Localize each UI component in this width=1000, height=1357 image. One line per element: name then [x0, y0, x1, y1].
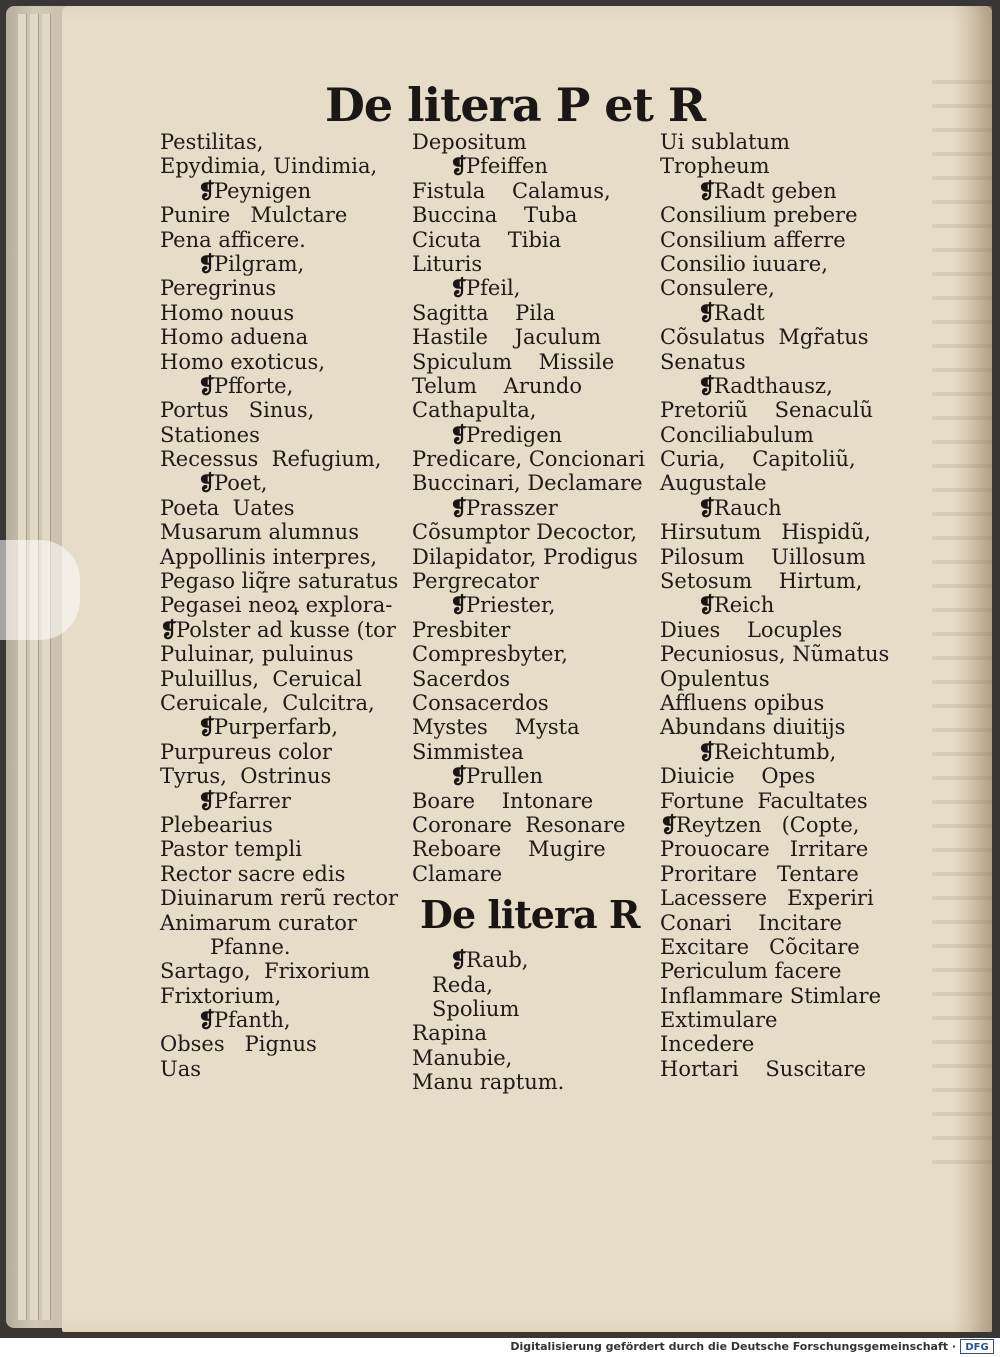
entry-line: [160, 374, 398, 398]
entry-text: Clamare: [412, 861, 503, 886]
entry-text: Conciliabulum: [660, 422, 814, 447]
entry-line: [660, 350, 889, 374]
pilcrow-icon: ❡: [450, 421, 468, 447]
entry-line: [160, 911, 398, 935]
entry-text: Pfarrer: [214, 788, 291, 813]
entry-text: Reichtumb,: [714, 739, 837, 764]
pilcrow-icon: ❡: [450, 947, 468, 973]
entry-line: [160, 301, 398, 325]
entry-line: [160, 325, 398, 349]
entry-line: [412, 350, 645, 374]
entry-text: Pestilitas,: [160, 130, 264, 154]
entry-line: [660, 886, 889, 910]
entry-line: [412, 618, 645, 642]
scanner-clip: [0, 540, 80, 640]
entry-line: [412, 130, 645, 154]
page-edge: [42, 14, 51, 1320]
entry-text: Consilio iuuare,: [660, 251, 828, 276]
entry-line: [660, 1008, 889, 1032]
entry-line: [660, 520, 889, 544]
entry-text: Simmistea: [412, 739, 524, 764]
bleed-through-text: [932, 66, 992, 1166]
entry-line: [412, 691, 645, 715]
entry-line: [412, 252, 645, 276]
entry-text: Prullen: [466, 764, 544, 789]
pilcrow-icon: ❡: [698, 372, 716, 398]
entry-line: [412, 569, 645, 593]
entry-line: [160, 154, 398, 178]
entry-text: Fortune Facultates: [660, 788, 868, 813]
entry-text: Rector sacre edis: [160, 861, 346, 886]
entry-line: [660, 471, 889, 495]
entry-line: [160, 350, 398, 374]
entry-text: Coronare Resonare: [412, 812, 626, 837]
entry-line: [660, 691, 889, 715]
entry-line: [412, 276, 645, 300]
entry-text: Buccinari, Declamare: [412, 471, 643, 496]
entry-line: [660, 398, 889, 422]
entry-line: [412, 1046, 645, 1070]
entry-text: Recessus Refugium,: [160, 447, 382, 472]
pilcrow-icon: ❡: [450, 153, 468, 179]
entry-text: Pilgram,: [214, 251, 305, 276]
entry-text: Pfanth,: [214, 1008, 291, 1033]
entry-line: [160, 130, 398, 154]
entry-text: Presbiter: [412, 617, 511, 642]
column-2: [412, 130, 645, 1094]
entry-line: [412, 715, 645, 739]
entry-text: Hirsutum Hispidũ,: [660, 520, 871, 545]
entry-text: Homo aduena: [160, 325, 309, 350]
entry-text: Setosum Hirtum,: [660, 569, 863, 594]
entry-line: [412, 997, 645, 1021]
entry-text: Buccina Tuba: [412, 203, 578, 228]
entry-text: Obses Pignus: [160, 1032, 317, 1057]
entry-line: [660, 984, 889, 1008]
entry-line: [660, 276, 889, 300]
entry-text: Portus Sinus,: [160, 398, 315, 423]
entry-line: [160, 813, 398, 837]
entry-text: Predicare, Concionari: [412, 447, 646, 472]
entry-line: [412, 837, 645, 861]
entry-line: [660, 1032, 889, 1056]
entry-text: Cathapulta,: [412, 398, 537, 423]
entry-text: Epydimia, Uindimia,: [160, 154, 378, 179]
entry-line: [160, 984, 398, 1008]
entry-line: [412, 1021, 645, 1045]
entry-text: Consilium afferre: [660, 227, 846, 252]
entry-text: Diuicie Opes: [660, 764, 816, 789]
entry-line: [660, 789, 889, 813]
entry-text: Punire Mulctare: [160, 203, 348, 228]
entry-line: [412, 789, 645, 813]
entry-line: [660, 154, 889, 178]
entry-text: Conari Incitare: [660, 910, 842, 935]
entry-text: Lituris: [412, 251, 483, 276]
entry-line: [160, 618, 398, 642]
footer-credit: Digitalisierung gefördert durch die Deutsche Forschungsgemeinschaft ·: [510, 1340, 956, 1353]
pilcrow-icon: ❡: [698, 738, 716, 764]
entry-text: Affluens opibus: [660, 690, 825, 715]
entry-text: Stationes: [160, 422, 260, 447]
entry-text: Incedere: [660, 1032, 755, 1057]
entry-line: [660, 618, 889, 642]
footer-bar: [0, 1338, 1000, 1357]
entry-text: Homo exoticus,: [160, 349, 325, 374]
entry-line: [660, 1057, 889, 1081]
entry-text: Consacerdos: [412, 690, 549, 715]
pilcrow-icon: ❡: [698, 177, 716, 203]
entry-text: Reboare Mugire: [412, 837, 606, 862]
entry-line: [412, 398, 645, 422]
entry-line: [412, 593, 645, 617]
column-1: [160, 130, 398, 1081]
entry-line: [412, 374, 645, 398]
entry-line: [160, 959, 398, 983]
entry-text: Poeta Uates: [160, 495, 295, 520]
entry-text: Puluinar, puluinus: [160, 642, 354, 667]
entry-text: Peregrinus: [160, 276, 277, 301]
entry-text: Cicuta Tibia: [412, 227, 562, 252]
entry-line: [160, 691, 398, 715]
entry-text: Senatus: [660, 349, 746, 374]
pilcrow-icon: ❡: [198, 787, 216, 813]
entry-text: Augustale: [660, 471, 767, 496]
entry-text: Pilosum Uillosum: [660, 544, 866, 569]
entry-text: Abundans diuitijs: [660, 715, 846, 740]
entry-text: Puluillus, Ceruical: [160, 666, 363, 691]
entry-text: Radthausz,: [714, 373, 833, 398]
entry-line: [660, 496, 889, 520]
entry-line: [412, 740, 645, 764]
entry-line: [660, 252, 889, 276]
pilcrow-icon: ❡: [198, 372, 216, 398]
entry-line: [660, 447, 889, 471]
entry-text: Fistula Calamus,: [412, 178, 611, 203]
entry-text: Periculum facere: [660, 959, 842, 984]
entry-line: [660, 423, 889, 447]
entry-line: [160, 886, 398, 910]
entry-text: Pergrecator: [412, 569, 539, 594]
entry-text: Cõsumptor Decoctor,: [412, 520, 638, 545]
pilcrow-icon: ❡: [198, 470, 216, 496]
entry-line: [160, 593, 398, 617]
entry-line: [660, 642, 889, 666]
entry-line: [160, 276, 398, 300]
entry-text: Compresbyter,: [412, 642, 568, 667]
page-edge: [30, 14, 39, 1320]
entry-text: Reich: [714, 593, 775, 618]
entry-line: [412, 496, 645, 520]
entry-text: Uas: [160, 1056, 201, 1081]
pilcrow-icon: ❡: [698, 592, 716, 618]
entry-text: Pena afficere.: [160, 227, 306, 252]
entry-line: [660, 813, 889, 837]
entry-line: [160, 398, 398, 422]
entry-text: Raub,: [466, 948, 529, 973]
column-2-bottom: [412, 948, 645, 1094]
entry-line: [160, 1008, 398, 1032]
entry-line: [160, 423, 398, 447]
entry-line: [160, 252, 398, 276]
entry-line: [160, 740, 398, 764]
entry-text: Rauch: [714, 495, 782, 520]
entry-line: [660, 911, 889, 935]
pilcrow-icon: ❡: [660, 811, 678, 837]
entry-text: Tropheum: [660, 154, 770, 179]
entry-line: [160, 862, 398, 886]
entry-line: [412, 154, 645, 178]
entry-text: Sacerdos: [412, 666, 510, 691]
entry-text: Extimulare: [660, 1008, 778, 1033]
entry-line: [412, 813, 645, 837]
pilcrow-icon: ❡: [198, 1007, 216, 1033]
entry-text: Inflammare Stimlare: [660, 983, 881, 1008]
entry-text: Plebearius: [160, 812, 273, 837]
entry-text: Priester,: [466, 593, 556, 618]
pilcrow-icon: ❡: [450, 592, 468, 618]
entry-line: [660, 203, 889, 227]
entry-text: Peynigen: [214, 178, 312, 203]
entry-line: [660, 569, 889, 593]
entry-text: Homo nouus: [160, 300, 295, 325]
entry-text: Hortari Suscitare: [660, 1056, 867, 1081]
entry-line: [412, 228, 645, 252]
entry-text: Diues Locuples: [660, 617, 843, 642]
entry-line: [160, 179, 398, 203]
entry-text: Lacessere Experiri: [660, 886, 874, 911]
entry-line: [160, 1057, 398, 1081]
entry-line: [160, 569, 398, 593]
entry-line: [660, 667, 889, 691]
entry-text: Opulentus: [660, 666, 770, 691]
entry-text: Poet,: [214, 471, 268, 496]
entry-line: [412, 642, 645, 666]
entry-line: [660, 715, 889, 739]
entry-line: [660, 545, 889, 569]
entry-line: [660, 325, 889, 349]
entry-line: [660, 764, 889, 788]
entry-line: [660, 130, 889, 154]
column-3: [660, 130, 889, 1081]
entry-line: [160, 520, 398, 544]
entry-text: Frixtorium,: [160, 983, 282, 1008]
entry-text: Appollinis interpres,: [160, 544, 378, 569]
entry-line: [160, 496, 398, 520]
entry-line: [412, 520, 645, 544]
section-subheading: De litera R: [420, 892, 640, 938]
entry-line: [160, 667, 398, 691]
entry-line: [412, 545, 645, 569]
entry-text: Telum Arundo: [412, 373, 582, 398]
entry-line: [412, 179, 645, 203]
entry-line: [160, 203, 398, 227]
pilcrow-icon: ❡: [698, 299, 716, 325]
entry-text: Ui sublatum: [660, 130, 790, 154]
entry-line: [160, 642, 398, 666]
entry-line: [160, 837, 398, 861]
pilcrow-icon: ❡: [450, 275, 468, 301]
entry-line: [412, 862, 645, 886]
entry-text: Tyrus, Ostrinus: [160, 764, 332, 789]
pilcrow-icon: ❡: [198, 177, 216, 203]
entry-text: Prasszer: [466, 495, 558, 520]
entry-line: [412, 973, 645, 997]
entry-text: Polster ad kusse (tor: [176, 617, 396, 642]
pilcrow-icon: ❡: [198, 714, 216, 740]
entry-text: Pfeil,: [466, 276, 521, 301]
entry-text: Purpureus color: [160, 739, 332, 764]
entry-text: Curia, Capitoliũ,: [660, 447, 856, 472]
entry-text: Pfanne.: [210, 934, 291, 959]
entry-text: Pecuniosus, Nũmatus: [660, 642, 890, 667]
entry-text: Radt geben: [714, 178, 837, 203]
entry-text: Animarum curator: [160, 910, 357, 935]
entry-line: [160, 471, 398, 495]
pilcrow-icon: ❡: [198, 250, 216, 276]
entry-text: Pfforte,: [214, 373, 294, 398]
entry-text: Boare Intonare: [412, 788, 594, 813]
entry-text: Pegasei neoꝝ explora-: [160, 593, 393, 618]
page-edge: [18, 14, 27, 1320]
entry-text: Hastile Jaculum: [412, 325, 601, 350]
entry-line: [160, 447, 398, 471]
entry-line: [160, 789, 398, 813]
entry-line: [160, 1032, 398, 1056]
dfg-logo: DFG: [960, 1339, 994, 1354]
entry-line: [412, 764, 645, 788]
entry-text: Consulere,: [660, 276, 775, 301]
entry-text: Reytzen (Copte,: [676, 812, 860, 837]
entry-text: Consilium prebere: [660, 203, 858, 228]
entry-line: [160, 228, 398, 252]
pilcrow-icon: ❡: [450, 763, 468, 789]
entry-line: [660, 593, 889, 617]
entry-line: [660, 959, 889, 983]
entry-line: [160, 764, 398, 788]
entry-text: Dilapidator, Prodigus: [412, 544, 638, 569]
entry-text: Pastor templi: [160, 837, 302, 862]
entry-line: [412, 325, 645, 349]
entry-text: Pegaso liq̃re saturatus: [160, 569, 399, 594]
entry-text: Sagitta Pila: [412, 300, 556, 325]
entry-line: [660, 228, 889, 252]
entry-text: Diuinarum rerũ rector: [160, 886, 399, 911]
entry-line: [660, 301, 889, 325]
entry-text: Sartago, Frixorium: [160, 959, 371, 984]
entry-line: [412, 203, 645, 227]
entry-text: Depositum: [412, 130, 527, 154]
entry-text: Mystes Mysta: [412, 715, 580, 740]
entry-text: Pfeiffen: [466, 154, 548, 179]
entry-line: [160, 545, 398, 569]
pilcrow-icon: ❡: [698, 494, 716, 520]
page-heading: De litera P et R: [325, 78, 706, 132]
entry-line: [412, 301, 645, 325]
entry-line: [412, 423, 645, 447]
entry-text: Rapina: [412, 1021, 488, 1046]
entry-line: [160, 935, 398, 959]
entry-line: [412, 667, 645, 691]
pilcrow-icon: ❡: [160, 616, 178, 642]
entry-line: [412, 1070, 645, 1094]
entry-line: [660, 837, 889, 861]
entry-text: Reda,: [412, 972, 493, 997]
entry-line: [660, 740, 889, 764]
entry-line: [660, 179, 889, 203]
entry-text: Manu raptum.: [412, 1070, 565, 1095]
entry-text: Manubie,: [412, 1045, 513, 1070]
entry-line: [412, 948, 645, 972]
entry-text: Radt: [714, 300, 765, 325]
entry-text: Musarum alumnus: [160, 520, 359, 545]
entry-line: [660, 862, 889, 886]
entry-text: Predigen: [466, 422, 563, 447]
entry-text: Spolium: [412, 996, 520, 1021]
entry-text: Ceruicale, Culcitra,: [160, 690, 375, 715]
entry-text: Prouocare Irritare: [660, 837, 869, 862]
entry-line: [660, 935, 889, 959]
column-2-top: [412, 130, 645, 886]
entry-text: Proritare Tentare: [660, 861, 859, 886]
entry-line: [160, 715, 398, 739]
entry-line: [412, 447, 645, 471]
entry-text: Purperfarb,: [214, 715, 339, 740]
entry-text: Cõsulatus Mgr̃atus: [660, 325, 869, 350]
entry-text: Pretoriũ Senaculũ: [660, 398, 874, 423]
entry-text: Excitare Cõcitare: [660, 934, 860, 959]
entry-line: [660, 374, 889, 398]
entry-text: Spiculum Missile: [412, 349, 615, 374]
entry-line: [412, 471, 645, 495]
pilcrow-icon: ❡: [450, 494, 468, 520]
